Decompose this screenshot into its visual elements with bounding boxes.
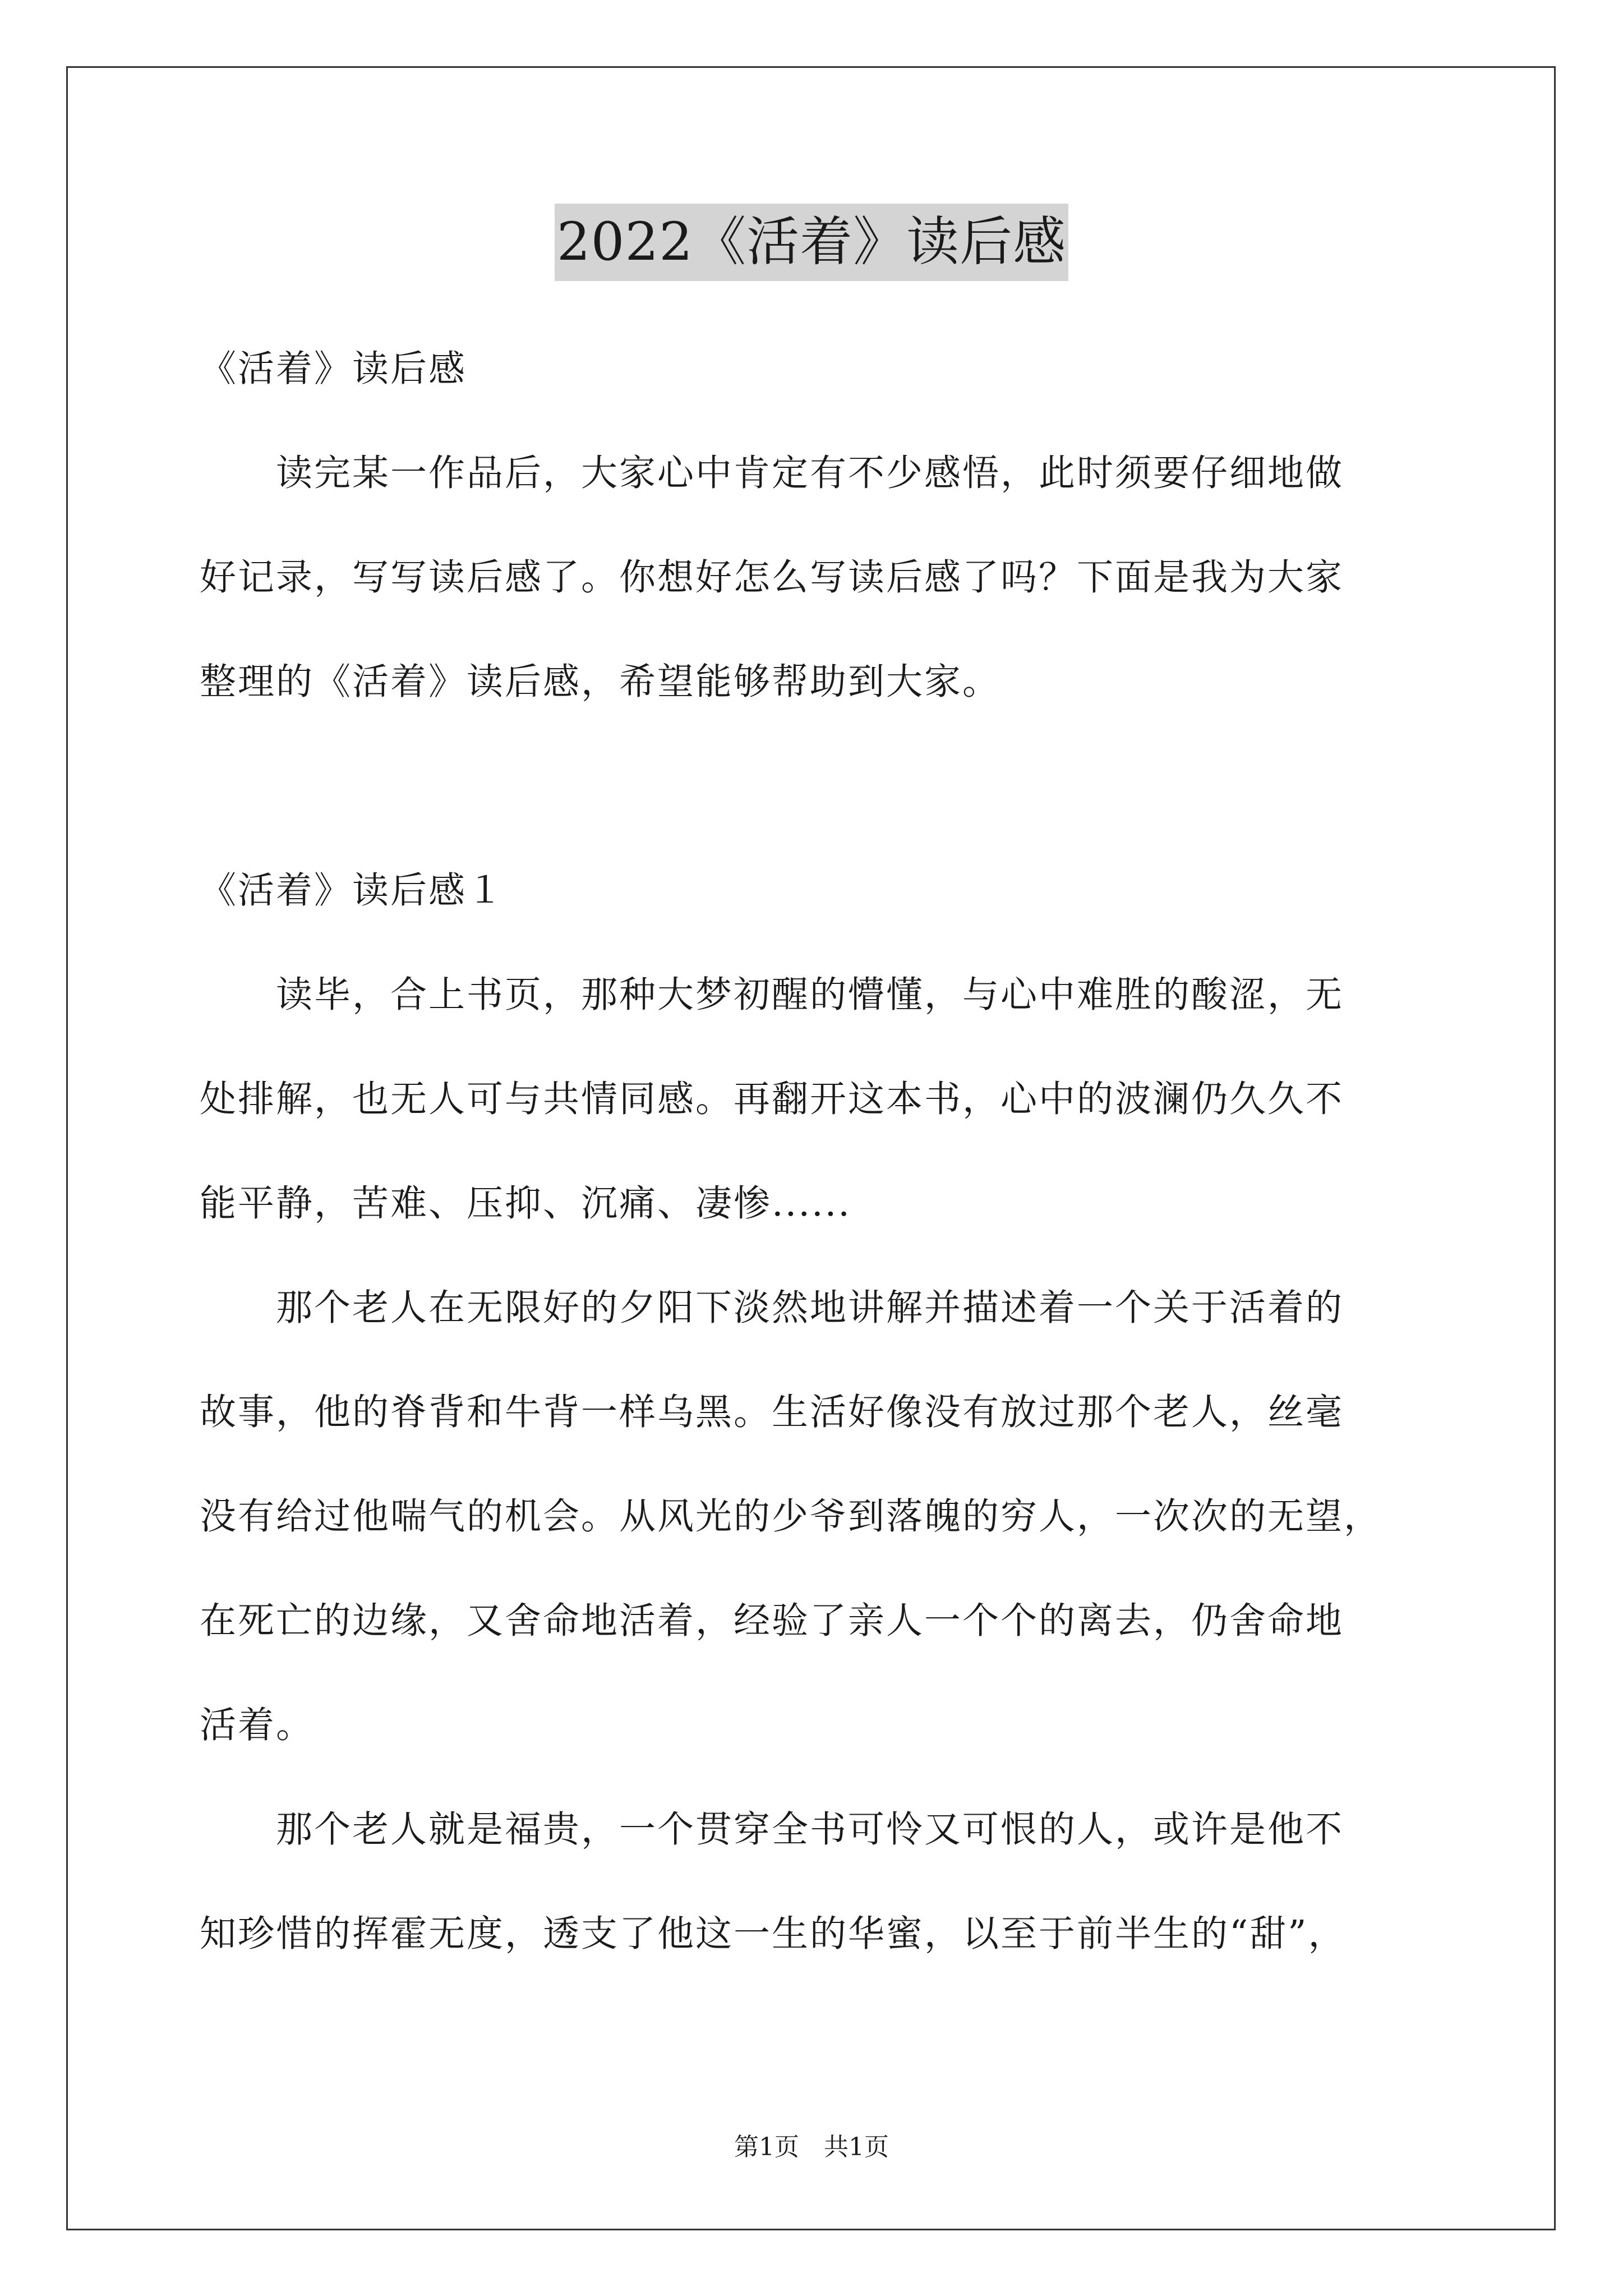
paragraph-line: 那个老人在无限好的夕阳下淡然地讲解并描述着一个关于活着的 [276, 1287, 1344, 1329]
paragraph-line: 处排解，也无人可与共情同感。再翻开这本书，心中的波澜仍久久不 [200, 1078, 1344, 1120]
paragraph-line: 好记录，写写读后感了。你想好怎么写读后感了吗？下面是我为大家 [200, 556, 1344, 599]
heading-text: 《活着》读后感１ [200, 869, 505, 912]
paragraph-line: 在死亡的边缘，又舍命地活着，经验了亲人一个个的离去，仍舍命地 [200, 1600, 1344, 1642]
paragraph-line: 能平静，苦难、压抑、沉痛、凄惨...... [200, 1182, 851, 1225]
paragraph-line: 活着。 [200, 1704, 315, 1746]
heading-text: 《活着》读后感 [200, 348, 467, 390]
document-body [200, 317, 1433, 1986]
paragraph-line: 读完某一作品后，大家心中肯定有不少感悟，此时须要仔细地做 [276, 452, 1344, 494]
section-heading [200, 839, 1433, 943]
page-footer: 第1页 共1页 [734, 2133, 889, 2161]
title-container [0, 204, 1623, 281]
paragraph [200, 1256, 1433, 1778]
blank-line [200, 734, 1433, 839]
paragraph-line: 那个老人就是福贵，一个贯穿全书可怜又可恨的人，或许是他不 [276, 1809, 1344, 1851]
document-title: 2022《活着》读后感 [555, 204, 1068, 281]
paragraph-line: 知珍惜的挥霍无度，透支了他这一生的华蜜，以至于前半生的“甜”， [200, 1913, 1347, 1955]
paragraph-line: 没有给过他喘气的机会。从风光的少爷到落魄的穷人，一次次的无望， [200, 1496, 1382, 1538]
paragraph [200, 1778, 1433, 1986]
paragraph-line: 整理的《活着》读后感，希望能够帮助到大家。 [200, 661, 1001, 703]
paragraph-line: 故事，他的脊背和牛背一样乌黑。生活好像没有放过那个老人，丝毫 [200, 1391, 1344, 1433]
paragraph [200, 943, 1433, 1256]
paragraph-line: 读毕，合上书页，那种大梦初醒的懵懂，与心中难胜的酸涩，无 [276, 974, 1344, 1016]
section-heading [200, 317, 1433, 421]
paragraph [200, 421, 1433, 734]
